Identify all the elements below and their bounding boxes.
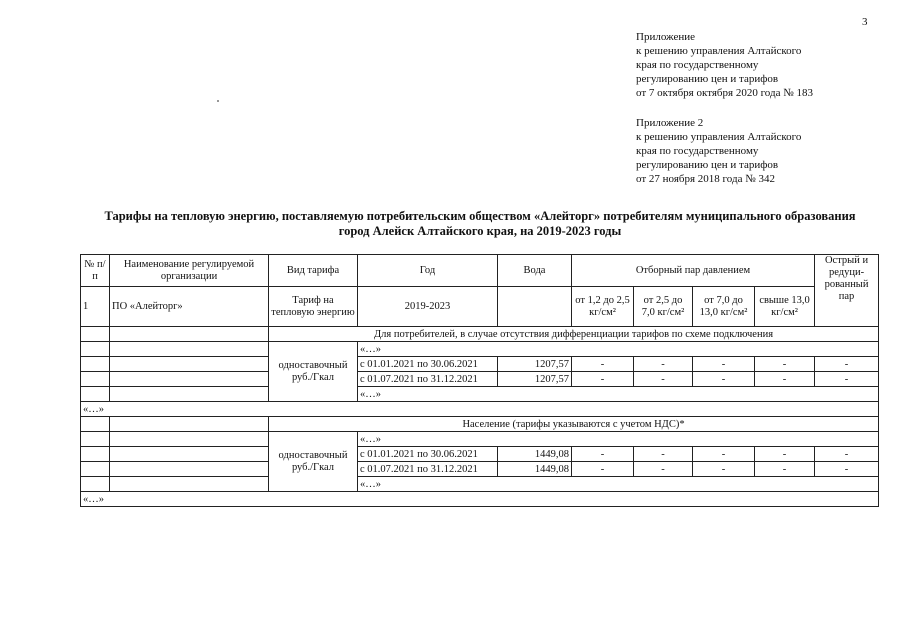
cell-value: - [572, 372, 634, 387]
table-row [81, 447, 879, 462]
table-row [81, 342, 879, 357]
table-row [81, 477, 879, 492]
cell-value: - [634, 357, 693, 372]
table-row [81, 387, 879, 402]
org-tariff: Тариф на тепловую энергию [269, 287, 358, 327]
table-row [81, 372, 879, 387]
document-title [80, 209, 880, 239]
cell-value: - [755, 372, 815, 387]
steam-range-2: от 2,5 до 7,0 кг/см² [634, 287, 693, 327]
section-1-ellipsis-bottom: «…» [358, 387, 879, 402]
header-sharp-steam: Острый и редуци- рованный пар [815, 255, 879, 327]
title-line-1: Тарифы на тепловую энергию, поставляемую потребительским обществом «Алейторг» потребителям муниципального образования [104, 209, 856, 223]
cell-value: - [693, 447, 755, 462]
cell-value: - [572, 462, 634, 477]
org-years: 2019-2023 [358, 287, 498, 327]
appendix-1 [636, 30, 813, 100]
org-name: ПО «Алейторг» [110, 287, 269, 327]
water-value: 1449,08 [498, 447, 572, 462]
cell-value: - [634, 372, 693, 387]
table-row [81, 462, 879, 477]
appendix-2-line: регулированию цен и тарифов [636, 159, 779, 171]
cell-value: - [634, 462, 693, 477]
scan-speck [217, 100, 219, 102]
cell-value: - [755, 462, 815, 477]
cell-value: - [815, 357, 879, 372]
steam-range-1: от 1,2 до 2,5 кг/см² [572, 287, 634, 327]
header-num: № п/п [81, 255, 110, 287]
section-2-ellipsis-bottom: «…» [358, 477, 879, 492]
appendix-1-line: к решению управления Алтайского [636, 45, 802, 57]
section-2-heading: Население (тарифы указываются с учетом НДС)* [269, 417, 879, 432]
appendix-2 [636, 116, 801, 186]
org-water-empty [498, 287, 572, 327]
water-value: 1207,57 [498, 372, 572, 387]
header-steam: Отборный пар давлением [572, 255, 815, 287]
header-org: Наименование регулируемой организации [110, 255, 269, 287]
cell-value: - [693, 372, 755, 387]
appendix-1-line: края по государственному [636, 59, 759, 71]
table-row [81, 432, 879, 447]
page-number: 3 [862, 16, 868, 28]
ellipsis-row [81, 492, 879, 507]
cell-value: - [815, 447, 879, 462]
section-1-ellipsis-top: «…» [358, 342, 879, 357]
header-tariff-type: Вид тарифа [269, 255, 358, 287]
section-1-heading: Для потребителей, в случае отсутствия дифференциации тарифов по схеме подключения [269, 327, 879, 342]
cell-value: - [755, 357, 815, 372]
section-2-ellipsis-top: «…» [358, 432, 879, 447]
title-line-2: город Алейск Алтайского края, на 2019-2023 годы [338, 224, 622, 238]
steam-range-3: от 7,0 до 13,0 кг/см² [693, 287, 755, 327]
appendix-2-line: от 27 ноября 2018 года № 342 [636, 173, 775, 185]
appendix-1-line: Приложение [636, 31, 696, 43]
cell-value: - [634, 447, 693, 462]
cell-value: - [693, 462, 755, 477]
period: с 01.01.2021 по 30.06.2021 [358, 447, 498, 462]
cell-value: - [572, 357, 634, 372]
ellipsis-row [81, 402, 879, 417]
appendix-2-line: Приложение 2 [636, 117, 704, 129]
period: с 01.01.2021 по 30.06.2021 [358, 357, 498, 372]
section-1-tariff-type: одноставочный руб./Гкал [269, 342, 358, 402]
section-1-after: «…» [81, 402, 879, 417]
header-water: Вода [498, 255, 572, 287]
org-row [81, 287, 879, 327]
appendix-1-line: регулированию цен и тарифов [636, 73, 779, 85]
water-value: 1207,57 [498, 357, 572, 372]
table-row [81, 357, 879, 372]
water-value: 1449,08 [498, 462, 572, 477]
cell-value: - [815, 462, 879, 477]
section-2-tariff-type: одноставочный руб./Гкал [269, 432, 358, 492]
section-heading-row [81, 417, 879, 432]
tariff-table [80, 254, 879, 507]
section-heading-row [81, 327, 879, 342]
appendix-2-line: к решению управления Алтайского [636, 131, 802, 143]
appendix-1-line: от 7 октября октября 2020 года № 183 [636, 87, 813, 99]
cell-value: - [815, 372, 879, 387]
header-row [81, 255, 879, 287]
section-2-after: «…» [81, 492, 879, 507]
cell-value: - [755, 447, 815, 462]
appendix-2-line: края по государственному [636, 145, 759, 157]
period: с 01.07.2021 по 31.12.2021 [358, 372, 498, 387]
header-year: Год [358, 255, 498, 287]
period: с 01.07.2021 по 31.12.2021 [358, 462, 498, 477]
cell-value: - [572, 447, 634, 462]
cell-value: - [693, 357, 755, 372]
steam-range-4: свыше 13,0 кг/см² [755, 287, 815, 327]
org-num: 1 [81, 287, 110, 327]
